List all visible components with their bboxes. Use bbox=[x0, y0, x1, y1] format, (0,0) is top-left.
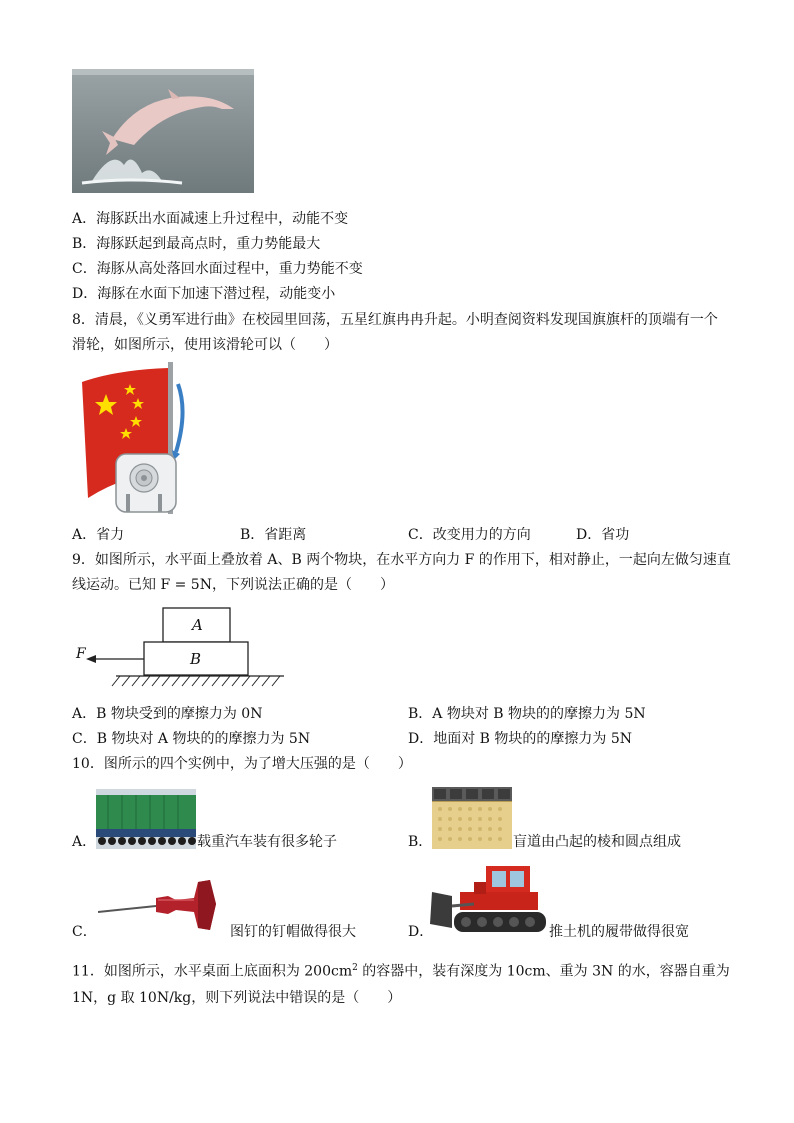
q11-stem-pre: 11．如图所示，水平桌面上底面积为 bbox=[72, 963, 305, 980]
q10-option-d-text: 推土机的履带做得很宽 bbox=[549, 924, 689, 940]
q10-option-a-text: 载重汽车装有很多轮子 bbox=[197, 834, 337, 850]
q11-area-exponent: 2 bbox=[352, 963, 358, 973]
block-a-label: A bbox=[192, 616, 203, 634]
q7-option-a: A．海豚跃出水面减速上升过程中，动能不变 bbox=[72, 211, 349, 227]
q8-option-a: A．省力 bbox=[72, 527, 125, 543]
dolphin-photo bbox=[72, 69, 254, 193]
stacked-blocks-figure bbox=[72, 604, 292, 692]
q8-option-d: D．省功 bbox=[576, 527, 630, 543]
q9-option-c: C．B 物块对 A 物块的的摩擦力为 5N bbox=[72, 731, 311, 747]
q9-stem-line2: 线运动。已知 F = 5N，下列说法正确的是（ ） bbox=[72, 577, 394, 593]
force-f-label: F bbox=[76, 646, 86, 662]
q9-stem-line1: 9．如图所示，水平面上叠放着 A、B 两个物块，在水平方向力 F 的作用下，相对静止，一起向左做匀速直 bbox=[72, 552, 731, 568]
tactile-paving-photo bbox=[432, 787, 512, 849]
q7-option-c: C．海豚从高处落回水面过程中，重力势能不变 bbox=[72, 261, 363, 277]
q9-option-a: A．B 物块受到的摩擦力为 0N bbox=[72, 706, 263, 722]
q11-stem-line1 bbox=[72, 958, 730, 982]
bulldozer-photo bbox=[430, 862, 548, 936]
q10-stem: 10．图所示的四个实例中，为了增大压强的是（ ） bbox=[72, 756, 412, 772]
q10-option-c-letter: C． bbox=[72, 924, 97, 940]
heavy-truck-photo bbox=[96, 789, 196, 849]
thumbtack-photo bbox=[98, 874, 228, 936]
q10-option-b-text: 盲道由凸起的棱和圆点组成 bbox=[513, 834, 681, 850]
q10-option-c-text: 图钉的钉帽做得很大 bbox=[230, 924, 356, 940]
block-b-label: B bbox=[190, 650, 202, 668]
q9-option-d: D．地面对 B 物块的的摩擦力为 5N bbox=[408, 731, 633, 747]
q10-option-d-letter: D． bbox=[408, 924, 434, 940]
q11-stem-line2: 1N，g 取 10N/kg，则下列说法中错误的是（ ） bbox=[72, 990, 402, 1006]
q9-option-b: B．A 物块对 B 物块的的摩擦力为 5N bbox=[408, 706, 646, 722]
q8-option-c: C．改变用力的方向 bbox=[408, 527, 531, 543]
q8-option-b: B．省距离 bbox=[240, 527, 307, 543]
q11-area-value: 200cm bbox=[304, 963, 353, 980]
q11-stem-post: 的容器中，装有深度为 10cm、重为 3N 的水，容器自重为 bbox=[357, 963, 730, 980]
q10-option-a-letter: A． bbox=[72, 834, 97, 850]
flag-pulley-figure bbox=[76, 362, 188, 514]
q8-stem-line1: 8．清晨，《义勇军进行曲》在校园里回荡，五星红旗冉冉升起。小明查阅资料发现国旗旗杆的顶端有一个 bbox=[72, 312, 718, 328]
q7-option-d: D．海豚在水面下加速下潜过程，动能变小 bbox=[72, 286, 336, 302]
q8-stem-line2: 滑轮，如图所示，使用该滑轮可以（ ） bbox=[72, 337, 338, 353]
q7-option-b: B．海豚跃起到最高点时，重力势能最大 bbox=[72, 236, 321, 252]
q10-option-b-letter: B． bbox=[408, 834, 433, 850]
